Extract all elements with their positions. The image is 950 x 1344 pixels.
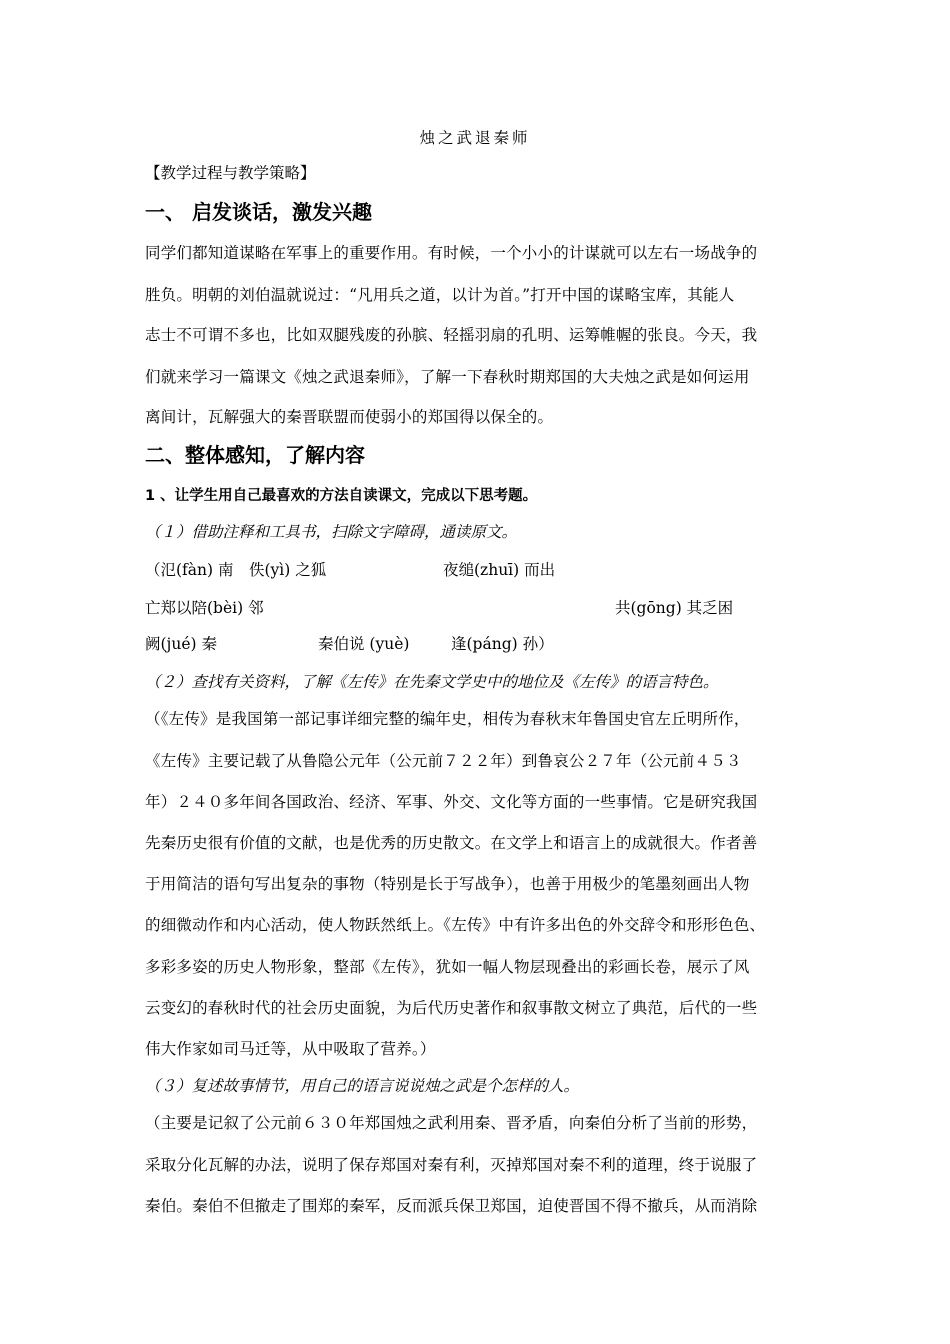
heading-1: 一、 启发谈话，激发兴趣	[145, 200, 372, 224]
zuozhuan-line: 云变幻的春秋时代的社会历史面貌，为后代历史著作和叙事散文树立了典范，后代的一些	[145, 999, 758, 1017]
zuozhuan-line: 年）２４０多年间各国政治、经济、军事、外交、文化等方面的一些事情。它是研究我国	[145, 793, 758, 811]
intro-line: 离间计，瓦解强大的秦晋联盟而使弱小的郑国得以保全的。	[145, 408, 554, 426]
pinyin-item: 夜缒(zhuī) 而出	[443, 561, 556, 579]
intro-line: 们就来学习一篇课文《烛之武退秦师》，了解一下春秋时期郑国的大夫烛之武是如何运用	[145, 368, 750, 386]
pinyin-item: 亡郑以陪(bèi) 邻	[145, 599, 264, 617]
zuozhuan-line: 的细微动作和内心活动，使人物跃然纸上。《左传》中有许多出色的外交辞令和形形色色、	[145, 916, 766, 934]
task-1: 1 、让学生用自己最喜欢的方法自读课文，完成以下思考题。	[145, 488, 538, 504]
intro-line: 志士不可谓不多也，比如双腿残废的孙膑、轻摇羽扇的孔明、运筹帷幄的张良。今天，我	[145, 326, 758, 344]
answer-line: 采取分化瓦解的办法，说明了保存郑国对秦有利，灭掉郑国对秦不利的道理，终于说服了	[145, 1156, 758, 1174]
document-title: 烛之武退秦师	[419, 129, 531, 147]
pinyin-item: 阙(jué) 秦	[145, 635, 217, 653]
zuozhuan-line: 先秦历史很有价值的文献，也是优秀的历史散文。在文学上和语言上的成就很大。作者善	[145, 834, 758, 852]
pinyin-item: 逢(páng) 孙）	[451, 635, 554, 653]
pinyin-item: （氾(fàn) 南 佚(yì) 之狐	[145, 561, 327, 579]
zuozhuan-line: （《左传》是我国第一部记事详细完整的编年史，相传为春秋末年鲁国史官左丘明所作，	[145, 710, 750, 728]
zuozhuan-line: 伟大作家如司马迁等，从中吸取了营养。）	[145, 1040, 436, 1058]
pinyin-item: 秦伯说 (yuè)	[318, 635, 410, 653]
zuozhuan-line: 于用简洁的语句写出复杂的事物（特别是长于写战争），也善于用极少的笔墨刻画出人物	[145, 875, 750, 893]
question-1: （１）借助注释和工具书，扫除文字障碍，通读原文。	[145, 523, 518, 541]
zuozhuan-line: 《左传》主要记载了从鲁隐公元年（公元前７２２年）到鲁哀公２７年（公元前４５３	[145, 752, 742, 770]
zuozhuan-line: 多彩多姿的历史人物形象，整部《左传》，犹如一幅人物层现叠出的彩画长卷，展示了风	[145, 958, 750, 976]
question-2: （２）查找有关资料，了解《左传》在先秦文学史中的地位及《左传》的语言特色。	[145, 673, 719, 691]
heading-2: 二、整体感知，了解内容	[145, 443, 365, 467]
answer-line: （主要是记叙了公元前６３０年郑国烛之武利用秦、晋矛盾，向秦伯分析了当前的形势，	[145, 1114, 758, 1132]
intro-line: 同学们都知道谋略在军事上的重要作用。有时候，一个小小的计谋就可以左右一场战争的	[145, 244, 758, 262]
section-tag: 【教学过程与教学策略】	[145, 164, 316, 182]
intro-line: 胜负。明朝的刘伯温就说过：“凡用兵之道，以计为首。”打开中国的谋略宝库，其能人	[145, 286, 735, 304]
pinyin-item: 共(gōng) 其乏困	[615, 599, 734, 617]
question-3: （３）复述故事情节，用自己的语言说说烛之武是个怎样的人。	[145, 1077, 580, 1095]
answer-line: 秦伯。秦伯不但撤走了围郑的秦军，反而派兵保卫郑国，迫使晋国不得不撤兵，从而消除	[145, 1197, 758, 1215]
